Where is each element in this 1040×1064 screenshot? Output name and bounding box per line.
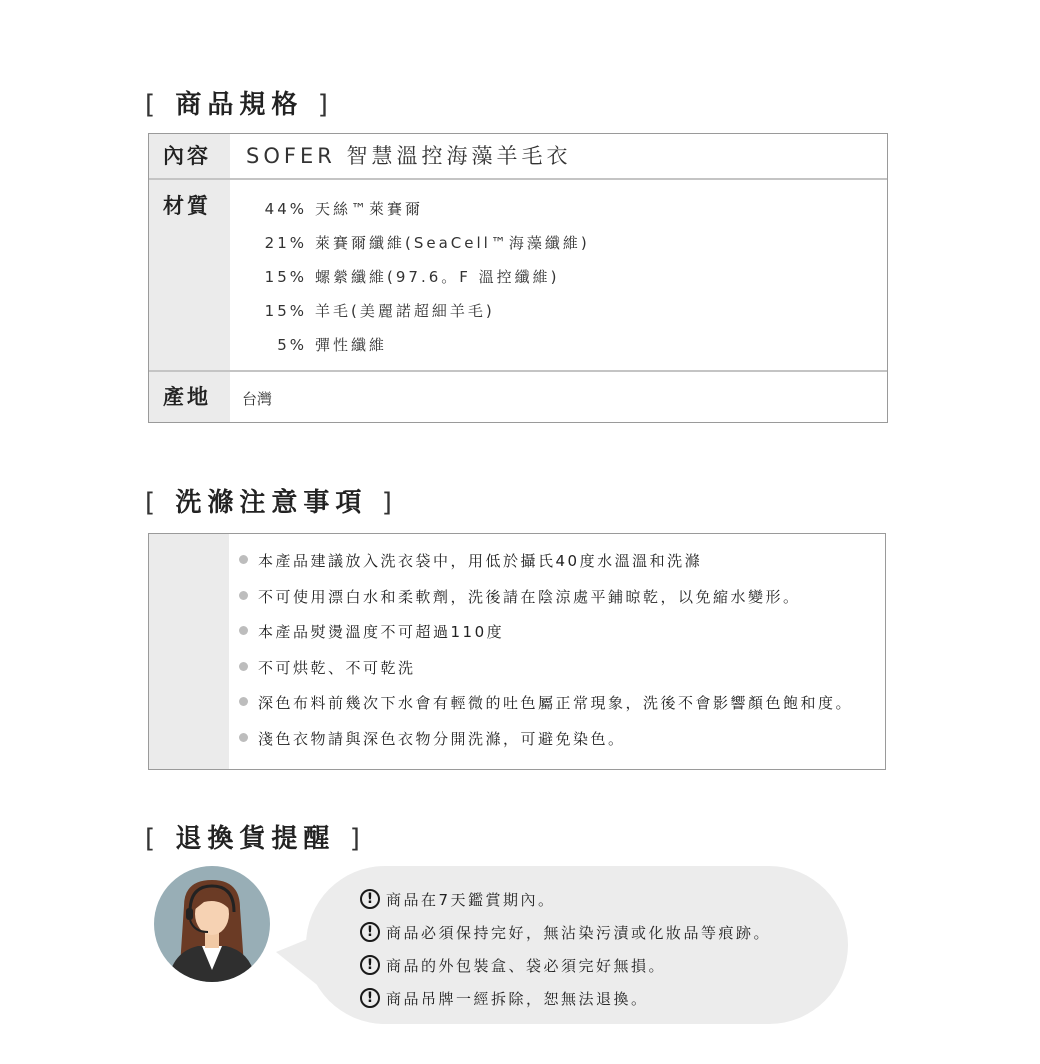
material-item <box>257 328 887 362</box>
content-label: 內容 <box>149 134 230 178</box>
material-value <box>230 180 887 370</box>
return-item-text: 商品吊牌一經拆除，恕無法退換。 <box>386 990 649 1008</box>
wash-item <box>239 722 853 758</box>
return-item <box>360 983 848 1016</box>
exclamation-icon: ! <box>360 922 380 942</box>
return-item <box>360 950 848 983</box>
material-item <box>257 294 887 328</box>
returns-title-text: 退換貨提醒 <box>175 824 336 854</box>
wash-item-text: 不可使用漂白水和柔軟劑，洗後請在陰涼處平鋪晾乾，以免縮水變形。 <box>258 587 801 606</box>
returns-bubble <box>306 866 848 1024</box>
wash-item <box>239 580 853 616</box>
wash-item-text: 不可烘乾、不可乾洗 <box>258 658 416 677</box>
material-pct: 44% <box>264 200 307 218</box>
material-desc: 天絲™萊賽爾 <box>315 200 424 218</box>
origin-label: 產地 <box>149 372 230 422</box>
bullet-dot-icon <box>239 697 248 706</box>
material-item <box>257 260 887 294</box>
exclamation-icon: ! <box>360 955 380 975</box>
wash-item <box>239 544 853 580</box>
material-desc: 羊毛(美麗諾超細羊毛) <box>315 302 495 320</box>
wash-item <box>239 686 853 722</box>
material-label: 材質 <box>149 180 230 370</box>
material-pct: 15% <box>264 268 307 286</box>
exclamation-icon: ! <box>360 988 380 1008</box>
spec-section-title: [ 商品規格 ] <box>145 90 334 120</box>
bullet-dot-icon <box>239 662 248 671</box>
wash-title-text: 洗滌注意事項 <box>175 488 368 518</box>
wash-item <box>239 615 853 651</box>
bullet-dot-icon <box>239 733 248 742</box>
material-pct: 5% <box>277 336 307 354</box>
wash-item-text: 本產品建議放入洗衣袋中，用低於攝氏40度水溫溫和洗滌 <box>258 552 703 570</box>
wash-item-text: 本產品熨燙溫度不可超過110度 <box>258 623 505 641</box>
wash-list <box>229 534 853 769</box>
returns-list <box>306 866 848 1016</box>
material-item <box>257 226 887 260</box>
returns-section-title: [ 退換貨提醒 ] <box>145 824 366 854</box>
wash-item-text: 深色布料前幾次下水會有輕微的吐色屬正常現象，洗後不會影響顏色飽和度。 <box>258 694 854 712</box>
spec-row-origin <box>149 372 887 422</box>
spec-row-material <box>149 180 887 372</box>
material-list <box>230 180 887 362</box>
bullet-dot-icon <box>239 555 248 564</box>
material-pct: 21% <box>264 234 307 252</box>
exclamation-icon: ! <box>360 889 380 909</box>
origin-value: 台灣 <box>230 372 887 422</box>
return-item-text: 商品在7天鑑賞期內。 <box>386 891 556 909</box>
return-item <box>360 884 848 917</box>
spec-row-content <box>149 134 887 180</box>
material-desc: 萊賽爾纖維(SeaCell™海藻纖維) <box>315 234 590 252</box>
wash-section-title: [ 洗滌注意事項 ] <box>145 488 398 518</box>
operator-headset-icon <box>154 866 270 982</box>
material-desc: 彈性纖維 <box>315 336 388 354</box>
bullet-dot-icon <box>239 591 248 600</box>
wash-item-text: 淺色衣物請與深色衣物分開洗滌，可避免染色。 <box>258 729 626 748</box>
wash-box <box>148 533 886 770</box>
wash-item <box>239 651 853 687</box>
material-item <box>257 192 887 226</box>
bullet-dot-icon <box>239 626 248 635</box>
return-item-text: 商品必須保持完好，無沾染污漬或化妝品等痕跡。 <box>386 924 772 942</box>
return-item <box>360 917 848 950</box>
material-pct: 15% <box>264 302 307 320</box>
spec-table <box>148 133 888 423</box>
material-desc: 螺縈纖維(97.6。F 溫控纖維) <box>315 268 560 286</box>
customer-service-avatar <box>154 866 270 982</box>
content-value: SOFER 智慧溫控海藻羊毛衣 <box>230 134 887 178</box>
wash-side-panel <box>149 534 229 769</box>
spec-title-text: 商品規格 <box>175 90 304 120</box>
return-item-text: 商品的外包裝盒、袋必須完好無損。 <box>386 957 667 975</box>
